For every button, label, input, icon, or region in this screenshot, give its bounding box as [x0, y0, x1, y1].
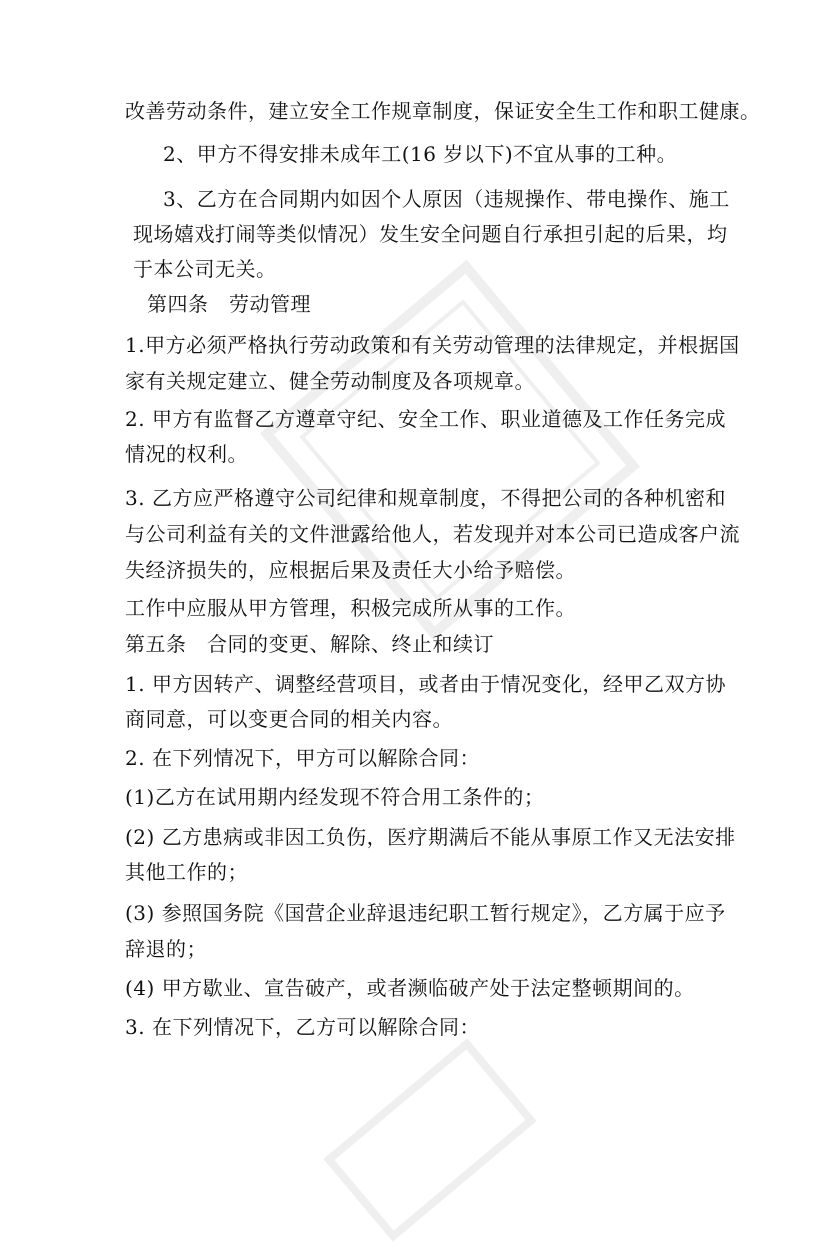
text-line-9: 2. 甲方有监督乙方遵章守纪、安全工作、职业道德及工作任务完成	[125, 407, 726, 431]
text-line-5: 于本公司无关。	[133, 257, 277, 281]
text-line-17: 商同意，可以变更合同的相关内容。	[125, 707, 453, 731]
text-line-10: 情况的权利。	[125, 442, 248, 466]
text-line-22: (3) 参照国务院《国营企业辞退违纪职工暂行规定》，乙方属于应予	[125, 901, 726, 925]
text-line-25: 3. 在下列情况下，乙方可以解除合同：	[125, 1015, 480, 1039]
text-line-14: 工作中应服从甲方管理，积极完成所从事的工作。	[125, 596, 576, 620]
text-line-21: 其他工作的；	[125, 860, 248, 884]
section-heading-4: 第四条 劳动管理	[147, 292, 311, 316]
text-line-23: 辞退的；	[125, 937, 207, 961]
text-line-18: 2. 在下列情况下，甲方可以解除合同：	[125, 746, 480, 770]
text-line-8: 家有关规定建立、健全劳动制度及各项规章。	[125, 369, 535, 393]
text-line-7: 1.甲方必须严格执行劳动政策和有关劳动管理的法律规定，并根据国	[125, 333, 740, 357]
text-line-11: 3. 乙方应严格遵守公司纪律和规章制度，不得把公司的各种机密和	[125, 486, 726, 510]
text-line-4: 现场嬉戏打闹等类似情况）发生安全问题自行承担引起的后果，均	[133, 222, 728, 246]
section-heading-5: 第五条 合同的变更、解除、终止和续订	[125, 632, 494, 656]
text-line-13: 失经济损失的，应根据后果及责任大小给予赔偿。	[125, 558, 576, 582]
text-line-24: (4) 甲方歇业、宣告破产，或者濒临破产处于法定整顿期间的。	[125, 976, 695, 1000]
watermark-stamp-bottom	[315, 1030, 545, 1250]
text-line-12: 与公司利益有关的文件泄露给他人，若发现并对本公司已造成客户流	[125, 522, 740, 546]
text-line-20: (2) 乙方患病或非因工负伤，医疗期满后不能从事原工作又无法安排	[125, 825, 736, 849]
text-line-3: 3、乙方在合同期内如因个人原因（违规操作、带电操作、施工	[163, 187, 730, 211]
text-line-19: (1)乙方在试用期内经发现不符合用工条件的；	[125, 785, 545, 809]
text-line-2: 2、甲方不得安排未成年工(16 岁以下)不宜从事的工种。	[163, 142, 678, 166]
text-line-1: 改善劳动条件，建立安全工作规章制度，保证安全生工作和职工健康。	[125, 99, 761, 123]
text-line-16: 1. 甲方因转产、调整经营项目，或者由于情况变化，经甲乙双方协	[125, 672, 726, 696]
